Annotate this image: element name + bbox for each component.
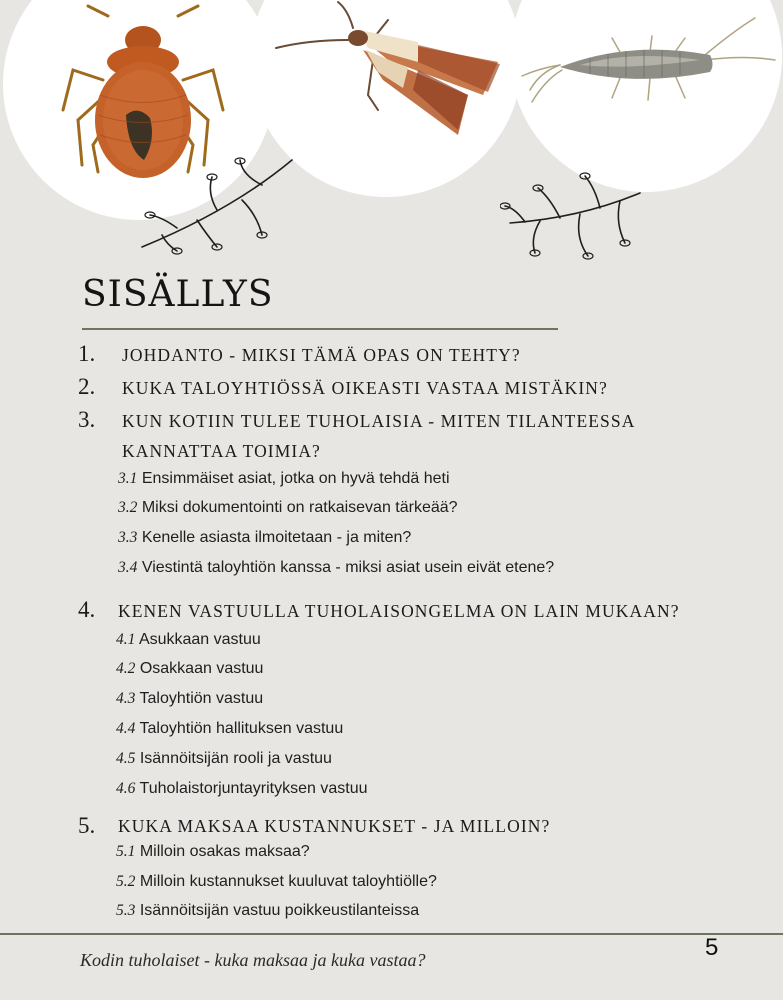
toc-subsection-link[interactable] [118,499,458,517]
toc-subsection-link[interactable] [118,559,554,577]
bed-bug-icon [58,0,228,180]
moth-icon [268,0,508,145]
toc-section-link[interactable]: KENEN VASTUULLA TUHOLAISONGELMA ON LAIN MUKAAN? [118,601,680,621]
subsection-title: Osakkaan vastuu [139,660,264,677]
subsection-number: 3.1 [118,470,138,487]
subsection-number: 3.2 [118,499,138,516]
toc-subsection-link[interactable] [116,720,343,738]
toc-subsection-link[interactable] [116,902,419,920]
title-divider [82,328,558,330]
subsection-title: Viestintä taloyhtiön kanssa - miksi asiat usein eivät etene? [141,559,555,576]
subsection-number: 4.5 [116,750,136,767]
subsection-title: Ensimmäiset asiat, jotka on hyvä tehdä heti [141,470,450,487]
subsection-title: Isännöitsijän vastuu poikkeustilanteissa [139,902,420,919]
toc-subsection-link[interactable] [116,873,437,891]
subsection-number: 3.3 [118,529,138,546]
subsection-number: 3.4 [118,559,138,576]
footer-title: Kodin tuholaiset - kuka maksaa ja kuka vastaa? [80,950,426,970]
subsection-title: Tuholaistorjuntayrityksen vastuu [139,780,368,797]
section-number: 3. [78,407,96,432]
toc-subsection-link[interactable] [118,470,450,488]
section-number: 2. [78,374,96,399]
subsection-number: 4.1 [116,631,136,648]
toc-subsection-link[interactable] [116,780,368,798]
subsection-title: Miksi dokumentointi on ratkaisevan tärkeää? [141,499,458,516]
subsection-number: 5.3 [116,902,136,919]
subsection-title: Isännöitsijän rooli ja vastuu [139,750,332,767]
subsection-number: 5.2 [116,873,136,890]
subsection-title: Taloyhtiön hallituksen vastuu [139,720,344,737]
section-number: 5. [78,813,96,838]
subsection-number: 4.2 [116,660,136,677]
toc-section-link[interactable]: KUKA MAKSAA KUSTANNUKSET - JA MILLOIN? [118,816,551,836]
subsection-number: 5.1 [116,843,136,860]
toc-section-link[interactable]: KUKA TALOYHTIÖSSÄ OIKEASTI VASTAA MISTÄKIN? [122,378,608,398]
subsection-title: Milloin osakas maksaa? [139,843,310,860]
toc-subsection-link[interactable] [116,690,263,708]
toc-section-link[interactable]: KUN KOTIIN TULEE TUHOLAISIA - MITEN TILANTEESSA [122,411,636,431]
toc-section-link[interactable]: KANNATTAA TOIMIA? [122,441,321,461]
toc-subsection-link[interactable] [116,750,332,768]
page-number: 5 [705,934,719,961]
subsection-number: 4.4 [116,720,136,737]
subsection-title: Asukkaan vastuu [138,631,261,648]
subsection-title: Kenelle asiasta ilmoitetaan - ja miten? [141,529,412,546]
subsection-title: Taloyhtiön vastuu [139,690,264,707]
toc-subsection-link[interactable] [118,529,411,547]
subsection-number: 4.3 [116,690,136,707]
branch-icon [122,155,302,255]
subsection-number: 4.6 [116,780,136,797]
toc-subsection-link[interactable] [116,660,263,678]
toc-title: SISÄLLYS [82,274,274,315]
branch-icon [500,168,650,263]
section-number: 4. [78,597,96,622]
toc-section-link[interactable]: JOHDANTO - MIKSI TÄMÄ OPAS ON TEHTY? [122,345,521,365]
subsection-title: Milloin kustannukset kuuluvat taloyhtiölle? [139,873,437,890]
section-number: 1. [78,341,96,366]
toc-subsection-link[interactable] [116,631,261,649]
footer-divider [0,933,783,935]
toc-subsection-link[interactable] [116,843,310,861]
silverfish-icon [520,10,782,110]
